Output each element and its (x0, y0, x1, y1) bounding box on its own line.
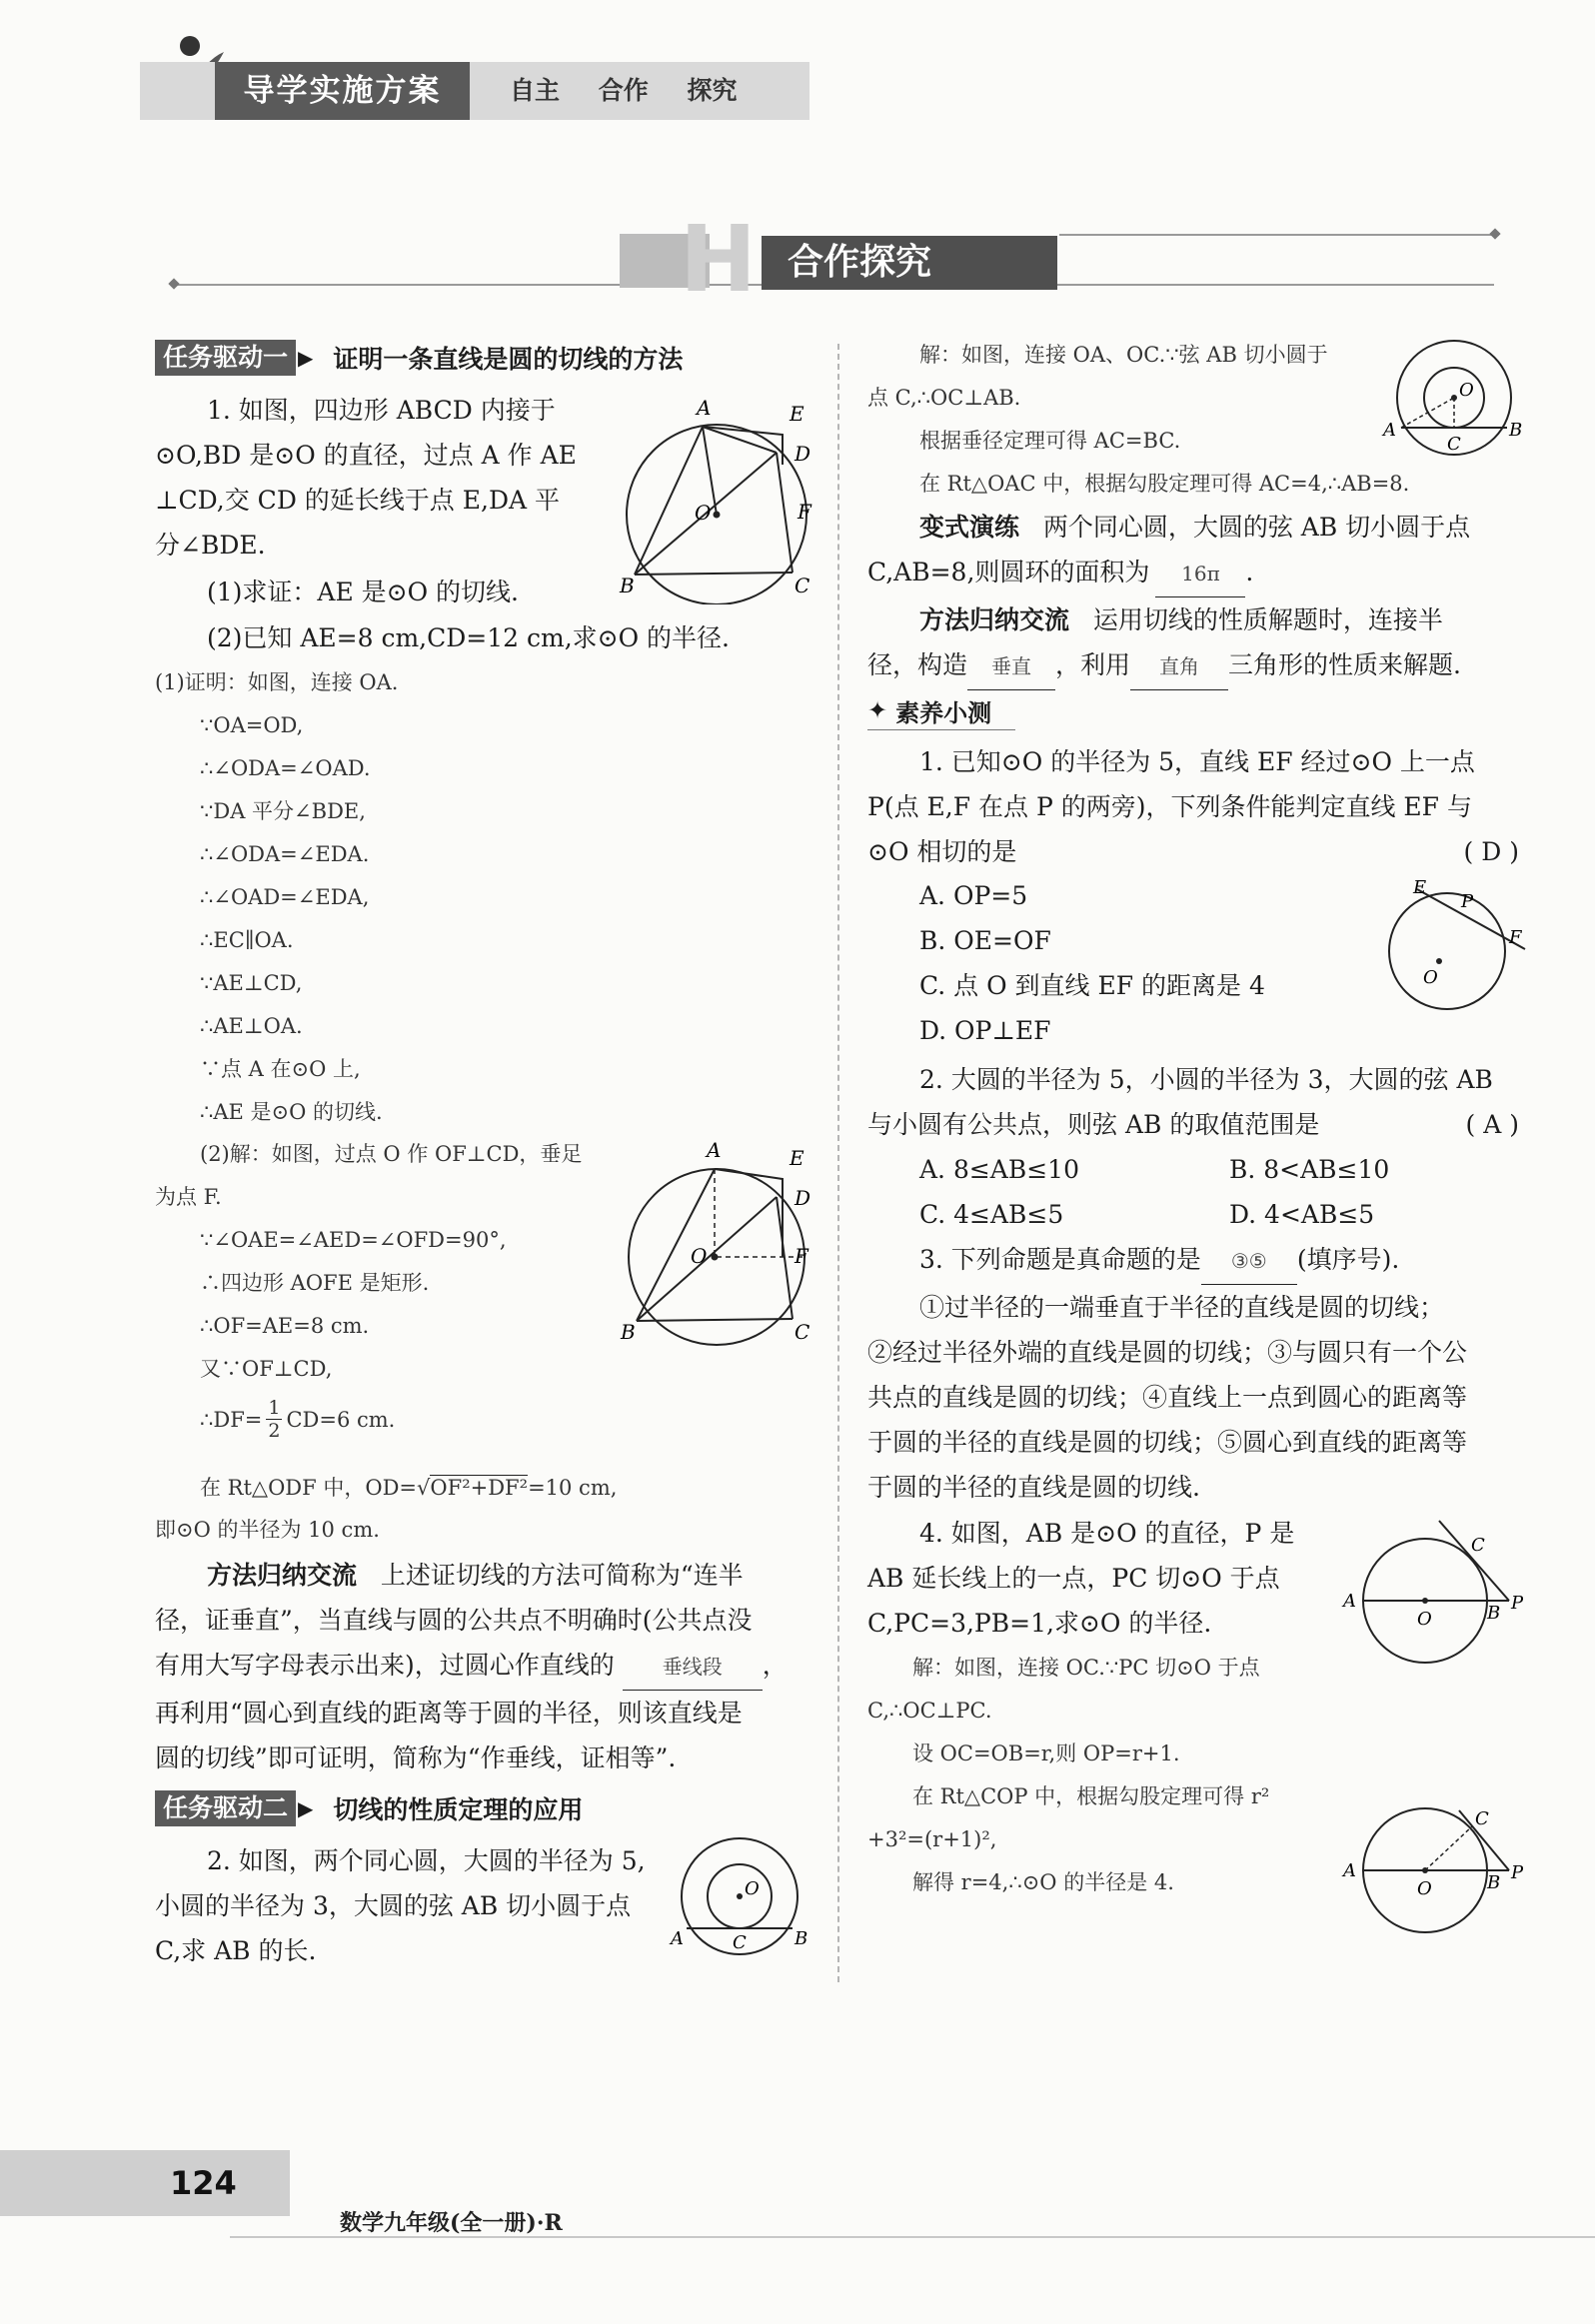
fig7-label-p: P (1511, 1862, 1524, 1883)
q2-option: D. 4<AB≤5 (1229, 1200, 1375, 1229)
fig4-label-c: C (1447, 434, 1461, 455)
proof-line: ∵AE⊥CD, (200, 971, 303, 995)
fig1-label-d: D (795, 442, 811, 466)
q3-line: 于圆的半径的直线是圆的切线；⑤圆心到直线的距离等 (867, 1428, 1468, 1457)
proof-line: ∴AE 是⊙O 的切线. (200, 1100, 383, 1124)
banner-line-top (1059, 234, 1499, 236)
df-pre: ∴DF= (200, 1407, 263, 1432)
fig3-label-a: A (671, 1928, 684, 1949)
fig2-label-c: C (795, 1320, 810, 1344)
quiz-q2-options (919, 1147, 1479, 1237)
proof-line: ∴∠ODA=∠OAD. (200, 756, 371, 780)
fig2-label-a: A (707, 1139, 722, 1162)
figure-3 (665, 1830, 814, 1970)
sol2-line: 又∵OF⊥CD, (200, 1357, 333, 1381)
rt-rad: OF²+DF² (430, 1476, 529, 1500)
method1-line: 有用大写字母表示出来)，过圆心作直线的 (155, 1651, 615, 1680)
sqrt-icon: √ (417, 1476, 431, 1500)
column-divider (837, 344, 839, 1982)
header-title: 导学实施方案 (215, 62, 470, 120)
q4-sol-line: 解得 r=4,∴⊙O 的半径是 4. (912, 1870, 1174, 1894)
fig1-label-e: E (790, 402, 804, 426)
q1-option: C. 点 O 到直线 EF 的距离是 4 (919, 971, 1265, 1000)
quiz-title: 素养小测 (895, 698, 992, 727)
fig5-label-e: E (1413, 879, 1427, 898)
fig4-label-a: A (1383, 420, 1396, 441)
fig4-label-o: O (1459, 380, 1474, 401)
proof-line: ∵点 A 在⊙O 上, (200, 1057, 361, 1081)
variant-line: 两个同心圆，大圆的弦 AB 切小圆于点 (1042, 513, 1471, 542)
df-post: CD=6 cm. (286, 1407, 396, 1432)
q2-line: 与小圆有公共点，则弦 AB 的取值范围是 (867, 1110, 1320, 1139)
fig6-label-p: P (1511, 1593, 1524, 1614)
q1-line: ⊙O 相切的是 (867, 837, 1017, 866)
task2-heading (155, 1790, 583, 1826)
method2-pre: 径，构造 (867, 650, 968, 679)
figure-6 (1339, 1519, 1539, 1669)
task1-sol2-intro (155, 1133, 625, 1219)
q4-sol-line: +3²=(r+1)², (867, 1827, 997, 1851)
fig1-label-b: B (620, 574, 635, 597)
variant-exercise: 变式演练 两个同心圆，大圆的弦 AB 切小圆于点 C,AB=8,则圆环的面积为 16π . (867, 505, 1527, 597)
q3-line: 于圆的半径的直线是圆的切线. (867, 1473, 1200, 1502)
figure-4 (1379, 336, 1529, 460)
q1-option: D. OP⊥EF (919, 1016, 1051, 1045)
fig6-label-b: B (1487, 1603, 1501, 1624)
task2-arrow-icon: ▶ (298, 1796, 314, 1820)
q3-line: ①过半径的一端垂直于半径的直线是圆的切线； (919, 1293, 1445, 1322)
q2-answer: ( A ) (1465, 1110, 1519, 1139)
task2-problem-line: C,求 AB 的长. (155, 1936, 317, 1965)
task1-heading (155, 340, 683, 376)
q3-pre: 3. 下列命题是真命题的是 (919, 1245, 1201, 1274)
q4-line: 4. 如图，AB 是⊙O 的直径，P 是 (919, 1519, 1295, 1548)
q1-option: A. OP=5 (919, 881, 1028, 910)
method-summary-2 (867, 597, 1527, 690)
footer-bar (0, 2150, 290, 2216)
sol2-line: ∴OF=AE=8 cm. (200, 1314, 370, 1338)
proof-line: (1)证明：如图，连接 OA. (155, 670, 399, 694)
df-num: 1 (268, 1397, 281, 1419)
task1-q1: (1)求证：AE 是⊙O 的切线. (207, 578, 520, 606)
quiz-q1-options (919, 873, 1359, 1053)
sol2-line: ∴四边形 AOFE 是矩形. (200, 1271, 430, 1295)
fig3-label-o: O (745, 1878, 760, 1899)
q4-sol-line: 设 OC=OB=r,则 OP=r+1. (912, 1742, 1180, 1765)
proof-line: ∵DA 平分∠BDE, (200, 799, 366, 823)
fig7-label-o: O (1417, 1878, 1432, 1899)
figure-1 (615, 395, 834, 604)
task1-sol2 (200, 1219, 620, 1391)
sol2-line: ∵∠OAE=∠AED=∠OFD=90°, (200, 1228, 507, 1252)
quiz-q4-solution (867, 1647, 1347, 1904)
header-tab-tanjiu: 探究 (687, 76, 738, 105)
banner-dot-left (168, 278, 179, 289)
fig2-label-b: B (621, 1320, 636, 1344)
quiz-q2 (867, 1057, 1527, 1147)
fig7-label-b: B (1487, 1872, 1501, 1893)
task1-q2: (2)已知 AE=8 cm,CD=12 cm,求⊙O 的半径. (207, 623, 730, 652)
quiz-q1 (867, 739, 1527, 874)
task1-arrow-icon: ▶ (298, 346, 314, 370)
banner-dot-right (1489, 228, 1500, 239)
quiz-q3 (867, 1237, 1527, 1510)
q1-line: P(点 E,F 在点 P 的两旁)，下列条件能判定直线 EF 与 (867, 792, 1472, 821)
rt-pre: 在 Rt△ODF 中，OD= (200, 1476, 418, 1500)
method2-mid: ，利用 (1055, 650, 1131, 679)
task2-problem-line: 2. 如图，两个同心圆，大圆的半径为 5, (207, 1846, 646, 1875)
task1-radius: 即⊙O 的半径为 10 cm. (155, 1518, 380, 1542)
q2-option: A. 8≤AB≤10 (919, 1155, 1079, 1184)
rt-post: =10 cm, (528, 1476, 618, 1500)
proof-line: ∴∠OAD=∠EDA, (200, 885, 370, 909)
task1-problem-line: ⊥CD,交 CD 的延长线于点 E,DA 平 (155, 486, 560, 515)
banner-letter: H (680, 206, 757, 313)
task1-problem (155, 388, 615, 568)
task1-problem-line: 1. 如图，四边形 ABCD 内接于 (207, 396, 556, 425)
task1-proof (155, 661, 620, 1134)
task2-problem (155, 1838, 675, 1973)
task1-problem-line: ⊙O,BD 是⊙O 的直径，过点 A 作 AE (155, 441, 577, 470)
method1-line: 圆的切线”即可证明，简称为“作垂线，证相等”. (155, 1743, 677, 1772)
fig6-label-a: A (1343, 1591, 1356, 1612)
fig1-label-o: O (695, 501, 712, 525)
task2-problem-line: 小圆的半径为 3，大圆的弦 AB 切小圆于点 (155, 1891, 632, 1920)
q4-line: AB 延长线上的一点，PC 切⊙O 于点 (867, 1564, 1280, 1593)
q4-line: C,PC=3,PB=1,求⊙O 的半径. (867, 1609, 1212, 1638)
method1-label: 方法归纳交流 (207, 1561, 358, 1590)
fig2-label-f: F (795, 1244, 808, 1268)
fig5-label-p: P (1461, 891, 1474, 912)
fig6-label-o: O (1417, 1609, 1432, 1630)
sol2-line: 为点 F. (155, 1185, 222, 1209)
fig1-label-a: A (697, 396, 712, 420)
figure-7 (1339, 1798, 1539, 1948)
proof-line: ∵OA=OD, (200, 713, 304, 737)
task2-sol-line: 在 Rt△OAC 中，根据勾股定理可得 AC=4,∴AB=8. (919, 472, 1410, 496)
fig1-label-f: F (798, 500, 811, 524)
q2-option: B. 8<AB≤10 (1229, 1155, 1390, 1184)
task2-sol-line: 点 C,∴OC⊥AB. (867, 386, 1021, 410)
quiz-heading (867, 691, 1015, 730)
fig3-label-b: B (795, 1928, 808, 1949)
task2-sol-line: 根据垂径定理可得 AC=BC. (919, 429, 1181, 453)
method2-label: 方法归纳交流 (919, 605, 1070, 634)
q1-answer: ( D ) (1463, 837, 1519, 866)
method1-line: 径，证垂直”，当直线与圆的公共点不明确时(公共点没 (155, 1606, 753, 1635)
variant-blank: 16π (1155, 552, 1245, 597)
q1-line: 1. 已知⊙O 的半径为 5，直线 EF 经过⊙O 上一点 (919, 747, 1475, 776)
q1-option: B. OE=OF (919, 926, 1051, 955)
task1-title: 证明一条直线是圆的切线的方法 (333, 345, 684, 374)
q4-sol-line: 在 Rt△COP 中，根据勾股定理可得 r² (912, 1784, 1270, 1808)
proof-line: ∴AE⊥OA. (200, 1014, 303, 1038)
task2-tag: 任务驱动二 (155, 1790, 296, 1826)
task2-sol-line: 解：如图，连接 OA、OC.∵弦 AB 切小圆于 (919, 343, 1328, 367)
df-equation (200, 1397, 395, 1442)
fig6-label-c: C (1471, 1535, 1485, 1556)
fig2-label-o: O (691, 1244, 708, 1268)
method2-blank1: 垂直 (967, 644, 1055, 690)
quiz-star-icon: ✦ (867, 696, 888, 724)
figure-5 (1379, 879, 1539, 1019)
method1-line: 上述证切线的方法可简称为“连半 (380, 1561, 744, 1590)
book-title: 数学九年级(全一册)·R (340, 2210, 563, 2236)
fig2-label-d: D (795, 1186, 811, 1210)
fig7-label-a: A (1343, 1860, 1356, 1881)
method2-text: 运用切线的性质解题时，连接半 (1092, 605, 1443, 634)
q4-sol-line: C,∴OC⊥PC. (867, 1699, 992, 1723)
sol2-line: (2)解：如图，过点 O 作 OF⊥CD，垂足 (200, 1142, 583, 1166)
fig1-label-c: C (795, 574, 810, 597)
fig5-label-o: O (1423, 967, 1438, 988)
header-tab-hezuo: 合作 (598, 76, 649, 105)
proof-line: ∴∠ODA=∠EDA. (200, 842, 370, 866)
variant-line: C,AB=8,则圆环的面积为 (867, 558, 1150, 586)
q3-post: (填序号). (1296, 1245, 1400, 1274)
fig7-label-c: C (1475, 1808, 1489, 1829)
df-den: 2 (268, 1420, 281, 1442)
method1-blank: 垂线段 (623, 1645, 763, 1691)
fig5-label-f: F (1509, 927, 1522, 948)
task2-solution (867, 334, 1427, 506)
quiz-q4 (867, 1511, 1347, 1646)
figure-2 (615, 1139, 834, 1349)
header-tabs (510, 62, 767, 120)
q3-line: 共点的直线是圆的切线；④直线上一点到圆心的距离等 (867, 1383, 1468, 1412)
section-title: 合作探究 (762, 236, 1057, 290)
method1-line: 再利用“圆心到直线的距离等于圆的半径，则该直线是 (155, 1699, 743, 1728)
method2-blank2: 直角 (1130, 644, 1228, 690)
q3-line: ②经过半径外端的直线是圆的切线；③与圆只有一个公 (867, 1338, 1468, 1367)
task1-problem-line: 分∠BDE. (155, 531, 266, 560)
q2-line: 2. 大圆的半径为 5，小圆的半径为 3，大圆的弦 AB (919, 1065, 1493, 1094)
header-tab-zizhu: 自主 (510, 76, 561, 105)
q3-blank: ③⑤ (1201, 1239, 1297, 1285)
variant-label: 变式演练 (919, 513, 1020, 542)
q2-option: C. 4≤AB≤5 (919, 1200, 1064, 1229)
df-fraction (266, 1397, 282, 1442)
method-summary-1: 方法归纳交流 上述证切线的方法可简称为“连半 径，证垂直”，当直线与圆的公共点不明确时(公共点没 有用大写字母表示出来)，过圆心作直线的 垂线段 ， 再利用“圆心到直线的距离等于圆的半径，则该直线是 圆的切线”即可证明，简称为“作垂线，证相等”. (155, 1553, 819, 1780)
task2-title: 切线的性质定理的应用 (333, 1795, 584, 1824)
task1-tag: 任务驱动一 (155, 340, 296, 376)
page-number: 124 (170, 2164, 237, 2202)
fig4-label-b: B (1509, 420, 1523, 441)
rt-equation (200, 1467, 617, 1510)
method2-post: 三角形的性质来解题. (1228, 650, 1461, 679)
fig2-label-e: E (790, 1146, 804, 1170)
proof-line: ∴EC∥OA. (200, 928, 294, 952)
fig3-label-c: C (733, 1932, 747, 1953)
q4-sol-line: 解：如图，连接 OC.∵PC 切⊙O 于点 (912, 1656, 1260, 1680)
